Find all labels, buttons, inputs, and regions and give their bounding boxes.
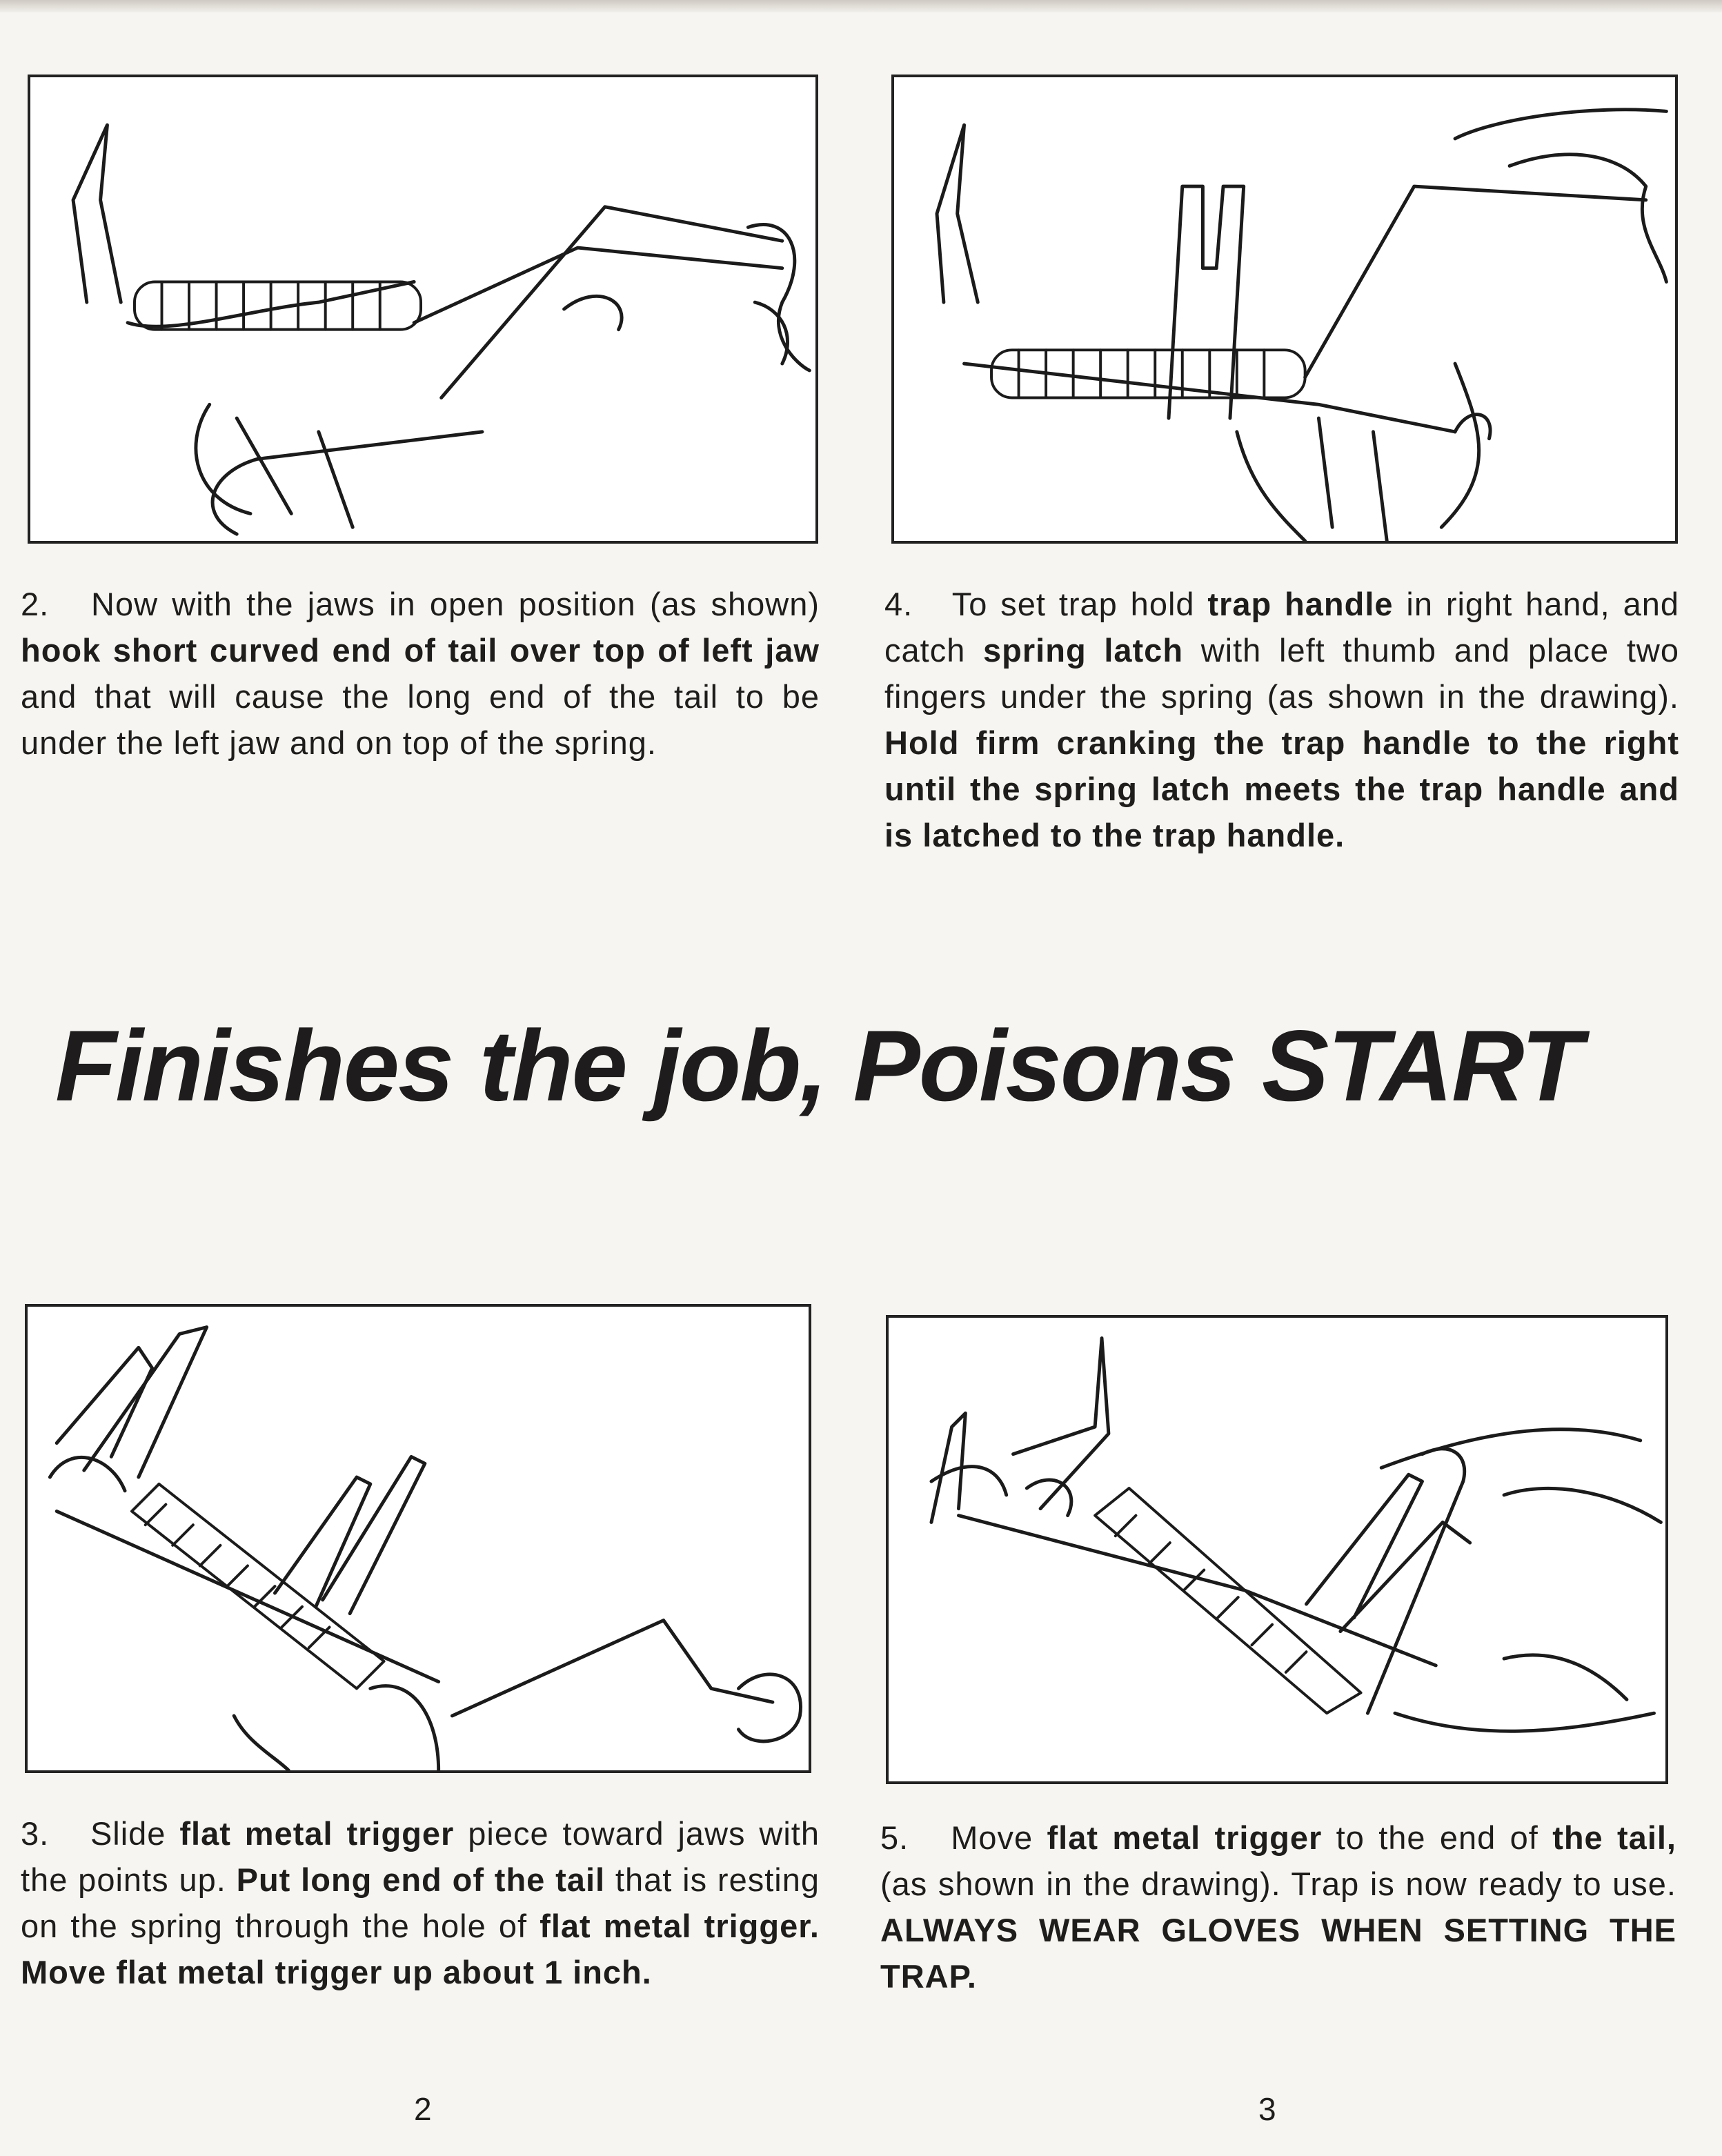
bold-text-segment: spring latch: [983, 632, 1184, 669]
bold-text-segment: flat metal trigger: [179, 1815, 455, 1852]
bold-text-segment: Hold firm cranking the trap handle to the right until the spring latch meets the trap handle and is latched to the trap handle.: [884, 724, 1679, 853]
step-5-text: [880, 1814, 1676, 1999]
trap-hand-drawing-step-5: [889, 1318, 1665, 1781]
text-segment: Slide: [90, 1815, 180, 1852]
text-segment: to the end of: [1322, 1819, 1553, 1856]
text-segment: piece toward jaws with the points up.: [21, 1815, 820, 1898]
trap-hand-drawing-step-3: [28, 1307, 809, 1770]
step-number: 4.: [884, 586, 952, 622]
text-segment: and that will cause the long end of the tail to be under the left jaw and on top of the spring.: [21, 678, 820, 761]
step-4-text: [884, 581, 1679, 858]
trap-hand-drawing-step-4: [894, 77, 1675, 541]
text-segment: Now with the jaws in open position (as shown): [91, 586, 820, 622]
step-2-text: [21, 581, 820, 766]
page-number-left: 2: [414, 2091, 432, 2127]
text-segment: To set trap hold: [951, 586, 1208, 622]
page-number-right: 3: [1258, 2091, 1276, 2127]
text-segment: Move: [951, 1819, 1047, 1856]
bold-text-segment: the tail,: [1552, 1819, 1676, 1856]
illustration-step-3: [25, 1304, 811, 1773]
illustration-step-4: [891, 75, 1678, 544]
top-edge-strip: [0, 0, 1722, 12]
bold-text-segment: flat metal trigger. Move flat metal trigger up about 1 inch.: [21, 1908, 820, 1990]
step-number: 2.: [21, 586, 91, 622]
bold-text-segment: trap handle: [1207, 586, 1394, 622]
step-3-text: [21, 1810, 820, 1995]
bold-text-segment: Put long end of the tail: [236, 1861, 606, 1898]
step-number: 5.: [880, 1819, 951, 1856]
text-segment: in right hand, and catch: [884, 586, 1680, 669]
bold-text-segment: ALWAYS WEAR GLOVES WHEN SETTING THE TRAP.: [880, 1912, 1676, 1995]
text-segment: (as shown in the drawing). Trap is now ready to use.: [880, 1866, 1676, 1902]
trap-hand-drawing-step-2: [30, 77, 815, 541]
text-segment: that is resting on the spring through the hole of: [21, 1861, 820, 1944]
illustration-step-2: [28, 75, 818, 544]
step-number: 3.: [21, 1815, 90, 1852]
text-segment: with left thumb and place two fingers under the spring (as shown in the drawing).: [884, 632, 1680, 715]
illustration-step-5: [886, 1315, 1668, 1784]
bold-text-segment: hook short curved end of tail over top of left jaw: [21, 632, 820, 669]
bold-text-segment: flat metal trigger: [1047, 1819, 1323, 1856]
headline: Finishes the job, Poisons START: [55, 1009, 1582, 1122]
